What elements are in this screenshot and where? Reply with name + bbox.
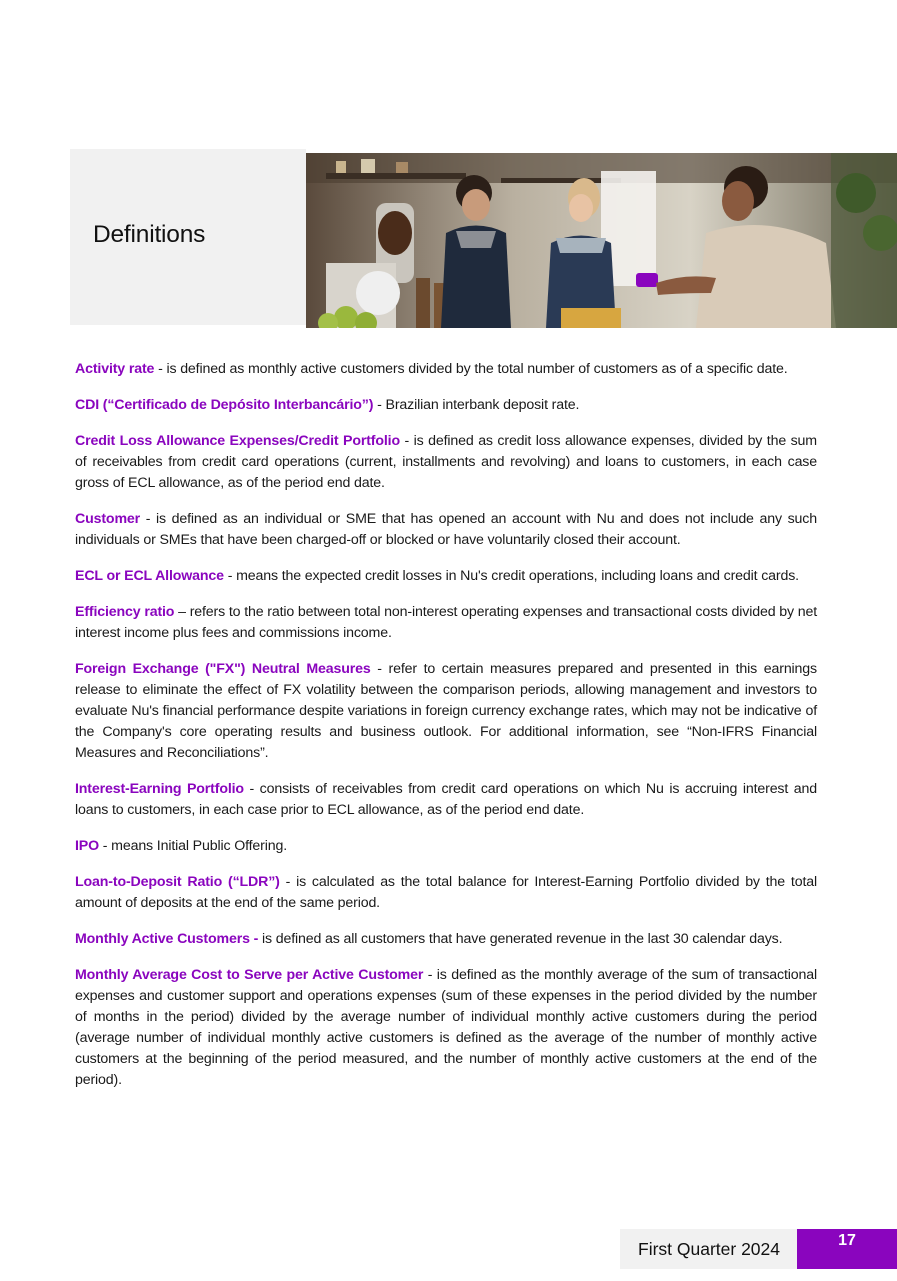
- definition-monthly-average-cost-to-serve: [75, 965, 817, 1091]
- definition-credit-loss-allowance: [75, 431, 817, 494]
- definition-separator: -: [140, 511, 156, 527]
- definition-activity-rate: [75, 359, 817, 380]
- definition-fx-neutral: [75, 659, 817, 764]
- definition-term: Monthly Active Customers -: [75, 931, 259, 947]
- definition-term: Foreign Exchange ("FX") Neutral Measures: [75, 661, 371, 677]
- definition-term: IPO: [75, 838, 99, 854]
- definition-ipo: [75, 836, 817, 857]
- definition-text: is defined as monthly active customers divided by the total number of customers as of a specific date.: [166, 361, 788, 377]
- definition-separator: -: [154, 361, 167, 377]
- definition-term: Loan-to-Deposit Ratio (“LDR”): [75, 874, 280, 890]
- definition-text: Brazilian interbank deposit rate.: [385, 397, 580, 413]
- definition-term: CDI (“Certificado de Depósito Interbancário”): [75, 397, 374, 413]
- definition-separator: -: [370, 661, 389, 677]
- definition-separator: -: [279, 874, 297, 890]
- definition-separator: –: [174, 604, 190, 620]
- definition-term: Credit Loss Allowance Expenses/Credit Portfolio: [75, 433, 400, 449]
- definition-text: is defined as the monthly average of the sum of transactional expenses and customer support and operations expenses (sum of these expenses in the period divided by the number of months in the period) divided by the average number of individual monthly active customers during the period (average number of individual monthly active customers is defined as the average of the number of monthly active customers at the beginning of the period measured, and the number of monthly active customers at the end of the period).: [75, 967, 817, 1088]
- definition-term: Interest-Earning Portfolio: [75, 781, 244, 797]
- definition-separator: -: [223, 568, 237, 584]
- header-photo: [306, 153, 897, 328]
- definition-text: refer to certain measures prepared and presented in this earnings release to eliminate the effect of FX volatility between the comparison periods, allowing management and investors to evaluate Nu's financial performance despite variations in foreign currency exchange rates, which may not be indicative of the Company's core operating results and business outlook. For additional information, see “Non-IFRS Financial Measures and Reconciliations”.: [75, 661, 817, 761]
- definition-separator: -: [99, 838, 112, 854]
- definition-monthly-active-customers: [75, 929, 817, 950]
- definition-efficiency-ratio: [75, 602, 817, 644]
- footer-label-box: [620, 1229, 797, 1269]
- definition-separator: -: [423, 967, 437, 983]
- footer-label: First Quarter 2024: [638, 1239, 780, 1259]
- definition-term: Activity rate: [75, 361, 155, 377]
- header-panel: [70, 149, 306, 325]
- definition-term: ECL or ECL Allowance: [75, 568, 224, 584]
- definition-separator: -: [399, 433, 414, 449]
- definition-text: is defined as an individual or SME that has opened an account with Nu and does not include any such individuals or SMEs that have been charged-off or blocked or have voluntarily closed their account.: [75, 511, 817, 548]
- definition-cdi: [75, 395, 817, 416]
- page-number: 17: [838, 1232, 856, 1249]
- definition-term: Customer: [75, 511, 141, 527]
- definition-ecl: [75, 566, 817, 587]
- cafe-photo-illustration: [306, 153, 897, 328]
- definition-text: is calculated as the total balance for Interest-Earning Portfolio divided by the total amount of deposits at the end of the same period.: [75, 874, 817, 911]
- page-title: Definitions: [93, 221, 206, 248]
- definition-ldr: [75, 872, 817, 914]
- definition-term: Efficiency ratio: [75, 604, 175, 620]
- definition-text: refers to the ratio between total non-interest operating expenses and transactional costs divided by net interest income plus fees and commissions income.: [75, 604, 818, 641]
- definition-text: is defined as all customers that have generated revenue in the last 30 calendar days.: [262, 931, 783, 947]
- definition-separator: -: [243, 781, 260, 797]
- definition-term: Monthly Average Cost to Serve per Active Customer: [75, 967, 424, 983]
- definition-customer: [75, 509, 817, 551]
- definition-text: means Initial Public Offering.: [111, 838, 287, 854]
- definition-separator: -: [373, 397, 386, 413]
- definitions-list: [75, 359, 817, 1106]
- page-number-box: [797, 1229, 897, 1269]
- definition-text: consists of receivables from credit card operations on which Nu is accruing interest and loans to customers, in each case prior to ECL allowance, as of the period end date.: [75, 781, 817, 818]
- definition-text: means the expected credit losses in Nu's credit operations, including loans and credit cards.: [236, 568, 799, 584]
- definition-interest-earning-portfolio: [75, 779, 817, 821]
- definition-text: is defined as credit loss allowance expenses, divided by the sum of receivables from credit card operations (current, installments and revolving) and loans to customers, in each case gross of ECL allowance, as of the period end date.: [75, 433, 817, 491]
